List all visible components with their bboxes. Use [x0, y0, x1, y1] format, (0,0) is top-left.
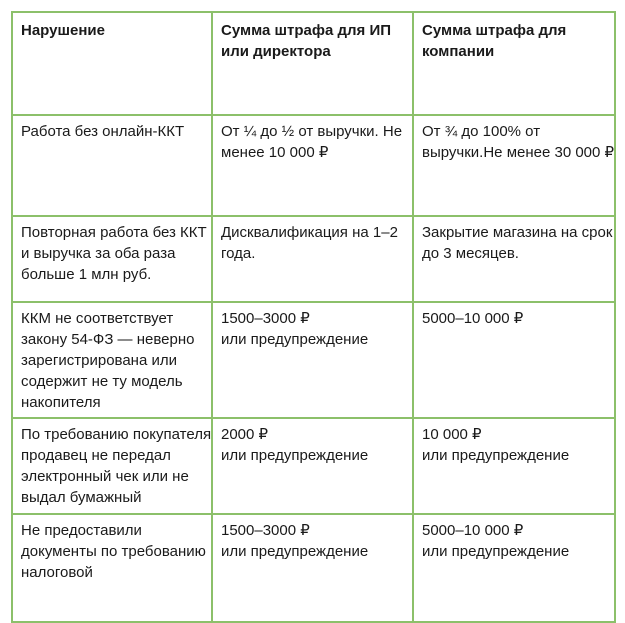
cell-violation [12, 418, 212, 514]
fines-table [11, 11, 616, 623]
cell-text-line: накопителя [21, 394, 101, 411]
cell-text-line: до 3 месяцев. [422, 245, 519, 262]
header-fine-ip-director [212, 12, 413, 115]
header-violation [12, 12, 212, 115]
cell-violation [12, 514, 212, 622]
cell-text-line: Дисквалификация на 1–2 [221, 224, 398, 241]
cell-text-line: 5000–10 000 ₽ [422, 310, 524, 327]
cell-text-line: или предупреждение [221, 447, 369, 464]
cell-text-line: менее 10 000 ₽ [221, 144, 329, 161]
table-row [12, 115, 615, 216]
cell-text-line: электронный чек или не [21, 468, 189, 485]
cell-text-line: 2000 ₽ [221, 426, 269, 443]
cell-violation [12, 115, 212, 216]
cell-text-line: 5000–10 000 ₽ [422, 522, 524, 539]
cell-text-line: 1500–3000 ₽ [221, 522, 310, 539]
cell-text-line: 10 000 ₽ [422, 426, 482, 443]
cell-text-line: или предупреждение [221, 543, 369, 560]
cell-fine-company [413, 115, 615, 216]
cell-text-line: По требованию покупателя [21, 426, 212, 443]
cell-fine-ip-director [212, 115, 413, 216]
cell-text-line: зарегистрирована или [21, 352, 177, 369]
cell-text-line: закону 54-ФЗ — неверно [21, 331, 195, 348]
cell-fine-ip-director [212, 418, 413, 514]
cell-text-line: больше 1 млн руб. [21, 266, 152, 283]
cell-violation [12, 302, 212, 418]
cell-text-line: и выручка за оба раза [21, 245, 176, 262]
cell-text-line: Не предоставили [21, 522, 142, 539]
cell-text-line: содержит не ту модель [21, 373, 183, 390]
header-text-line: Нарушение [21, 22, 105, 39]
cell-text-line: Повторная работа без ККТ [21, 224, 207, 241]
header-text-line: или директора [221, 43, 331, 60]
cell-fine-ip-director [212, 216, 413, 302]
header-text-line: компании [422, 43, 495, 60]
cell-text-line: или предупреждение [422, 447, 570, 464]
cell-text-line: От ¾ до 100% от [422, 123, 541, 140]
table-header-row [12, 12, 615, 115]
cell-text-line: или предупреждение [422, 543, 570, 560]
cell-text-line: От ¼ до ½ от выручки. Не [221, 123, 403, 140]
cell-fine-company [413, 418, 615, 514]
header-fine-company [413, 12, 615, 115]
cell-fine-ip-director [212, 302, 413, 418]
table-row [12, 514, 615, 622]
table-row [12, 302, 615, 418]
cell-text-line: продавец не передал [21, 447, 171, 464]
cell-text-line: выдал бумажный [21, 489, 142, 506]
table-row [12, 418, 615, 514]
cell-violation [12, 216, 212, 302]
cell-fine-ip-director [212, 514, 413, 622]
cell-fine-company [413, 216, 615, 302]
cell-text-line: 1500–3000 ₽ [221, 310, 310, 327]
cell-text-line: налоговой [21, 564, 93, 581]
cell-text-line: года. [221, 245, 256, 262]
cell-text-line: или предупреждение [221, 331, 369, 348]
cell-text-line: ККМ не соответствует [21, 310, 174, 327]
cell-text-line: документы по требованию [21, 543, 206, 560]
cell-fine-company [413, 514, 615, 622]
cell-text-line: выручки.Не менее 30 000 ₽ [422, 144, 615, 161]
cell-text-line: Работа без онлайн-ККТ [21, 123, 185, 140]
cell-text-line: Закрытие магазина на срок [422, 224, 613, 241]
table-row [12, 216, 615, 302]
header-text-line: Сумма штрафа для ИП [221, 22, 392, 39]
header-text-line: Сумма штрафа для [422, 22, 567, 39]
cell-fine-company [413, 302, 615, 418]
